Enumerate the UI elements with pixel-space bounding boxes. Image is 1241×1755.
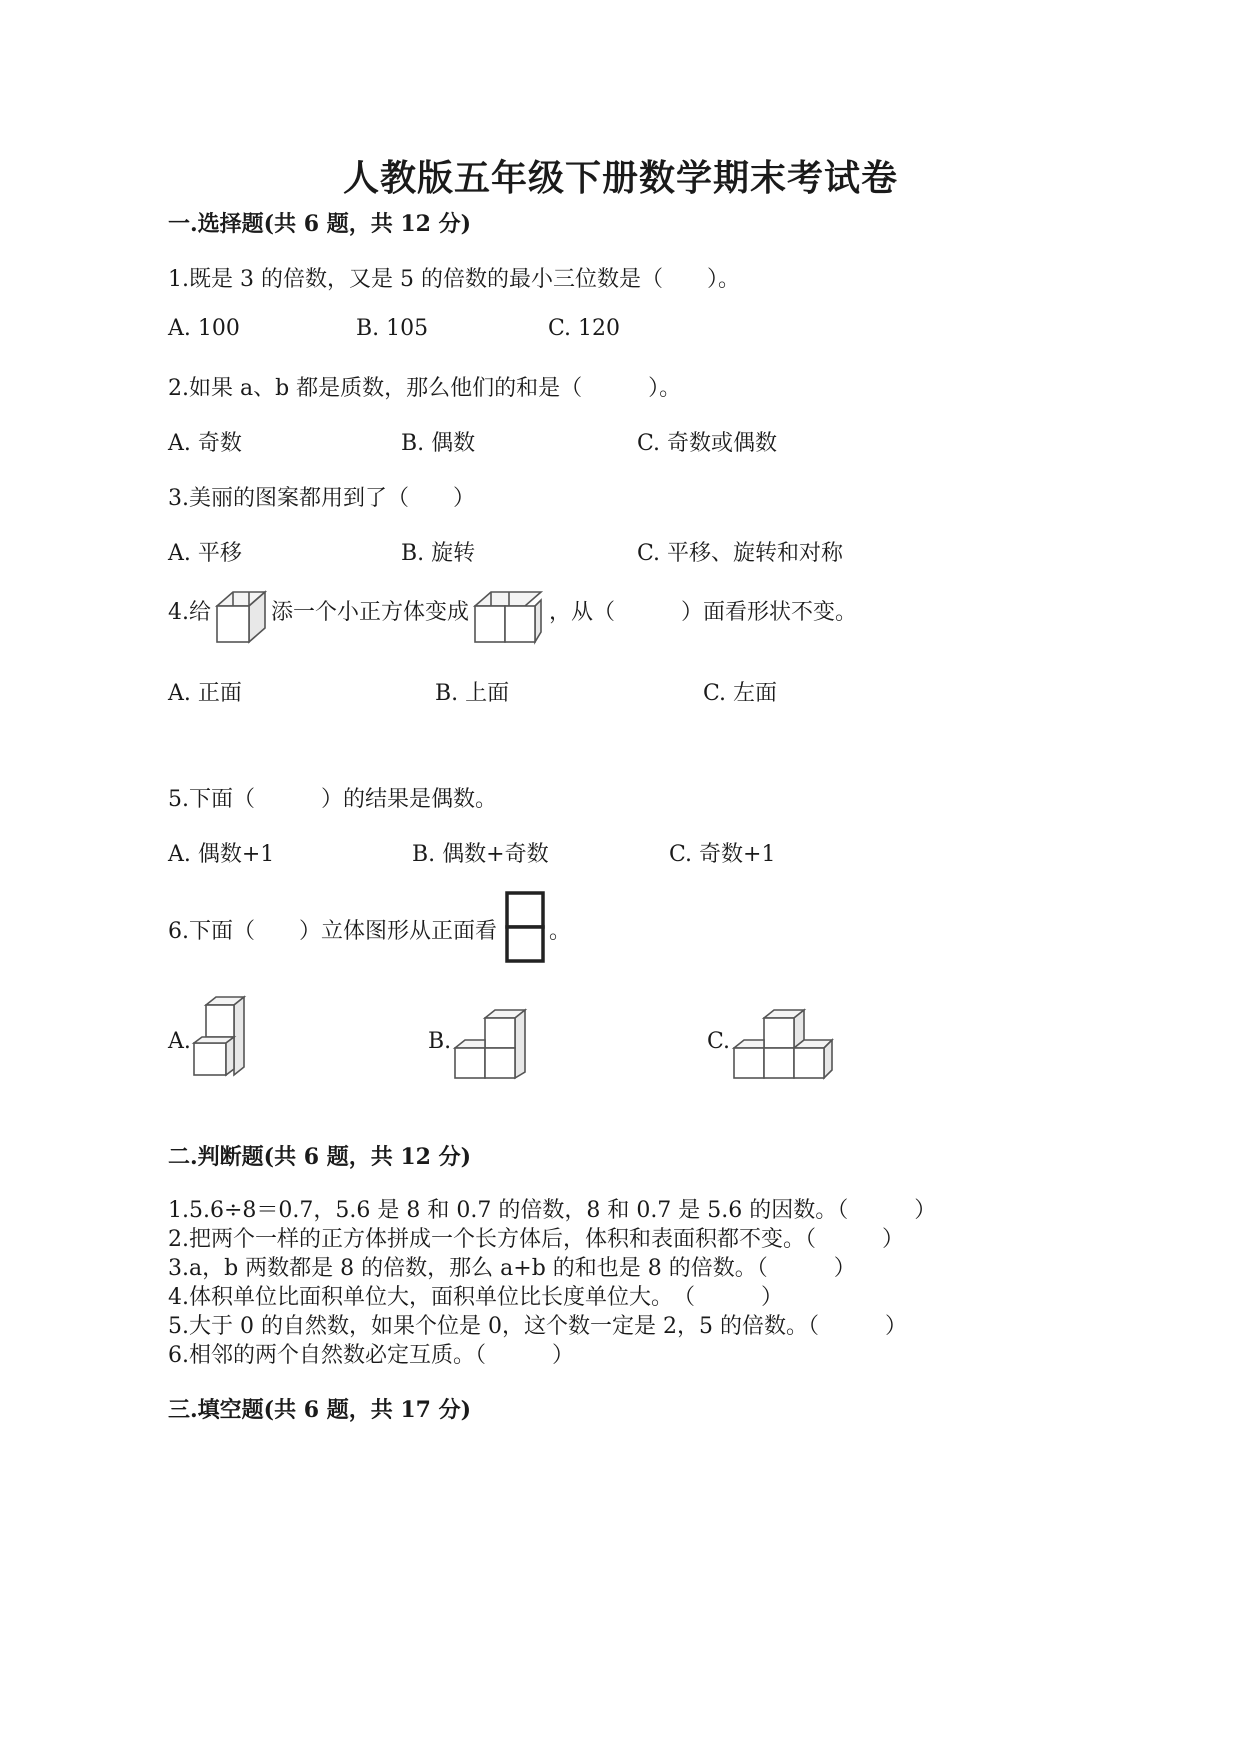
question-6-stem-part-1: 6.下面（ ）立体图形从正面看 <box>168 919 497 944</box>
question-3-option-b: B. 旋转 <box>401 541 476 566</box>
question-1-option-a: A. 100 <box>168 316 240 341</box>
question-4-stem-part-2: 添一个小正方体变成 <box>271 600 470 625</box>
question-6-option-c: C. <box>707 1029 731 1054</box>
question-3-stem: 3.美丽的图案都用到了（ ） <box>168 486 475 511</box>
question-5-option-c: C. 奇数+1 <box>669 842 776 867</box>
option-a-cube-stack <box>192 995 248 1079</box>
question-1-option-c: C. 120 <box>548 316 621 341</box>
section-heading-judge: 二.判断题(共 6 题，共 12 分) <box>168 1144 472 1170</box>
question-2-option-c: C. 奇数或偶数 <box>637 431 778 456</box>
question-6-option-b: B. <box>428 1029 452 1054</box>
three-cube-figure <box>471 588 547 646</box>
judge-question-1: 1.5.6÷8＝0.7，5.6 是 8 和 0.7 的倍数，8 和 0.7 是 5.6 的因数。（ ） <box>168 1198 937 1223</box>
question-6-stem-part-2: 。 <box>549 919 572 944</box>
option-c-cube-stack <box>732 1004 836 1080</box>
page-title: 人教版五年级下册数学期末考试卷 <box>342 157 898 199</box>
question-2-option-a: A. 奇数 <box>168 431 242 456</box>
question-1-stem: 1.既是 3 的倍数，又是 5 的倍数的最小三位数是（ ）。 <box>168 267 740 292</box>
question-4-option-c: C. 左面 <box>703 681 778 706</box>
question-4-option-a: A. 正面 <box>168 681 242 706</box>
question-2-stem: 2.如果 a、b 都是质数，那么他们的和是（ ）。 <box>168 376 682 401</box>
question-5-stem: 5.下面（ ）的结果是偶数。 <box>168 787 497 812</box>
judge-question-6: 6.相邻的两个自然数必定互质。（ ） <box>168 1343 574 1368</box>
question-3-option-c: C. 平移、旋转和对称 <box>637 541 844 566</box>
section-heading-choice: 一.选择题(共 6 题，共 12 分) <box>168 211 472 237</box>
judge-question-4: 4.体积单位比面积单位大，面积单位比长度单位大。 （ ） <box>168 1285 783 1310</box>
question-6-option-a: A. <box>168 1029 191 1054</box>
question-4-option-b: B. 上面 <box>435 681 510 706</box>
question-3-option-a: A. 平移 <box>168 541 242 566</box>
question-5-option-b: B. 偶数+奇数 <box>412 842 549 867</box>
two-cube-figure <box>213 588 269 646</box>
section-heading-fill: 三.填空题(共 6 题，共 17 分) <box>168 1397 472 1423</box>
question-1-option-b: B. 105 <box>356 316 429 341</box>
question-4-stem-part-1: 4.给 <box>168 600 211 625</box>
question-2-option-b: B. 偶数 <box>401 431 476 456</box>
option-b-cube-stack <box>453 1004 527 1080</box>
judge-question-3: 3.a，b 两数都是 8 的倍数，那么 a+b 的和也是 8 的倍数。（ ） <box>168 1256 856 1281</box>
front-view-figure <box>505 891 547 965</box>
question-4-stem-part-3: ，从（ ）面看形状不变。 <box>549 600 858 625</box>
judge-question-5: 5.大于 0 的自然数，如果个位是 0，这个数一定是 2，5 的倍数。（ ） <box>168 1314 907 1339</box>
judge-question-2: 2.把两个一样的正方体拼成一个长方体后，体积和表面积都不变。（ ） <box>168 1227 904 1252</box>
question-5-option-a: A. 偶数+1 <box>168 842 275 867</box>
